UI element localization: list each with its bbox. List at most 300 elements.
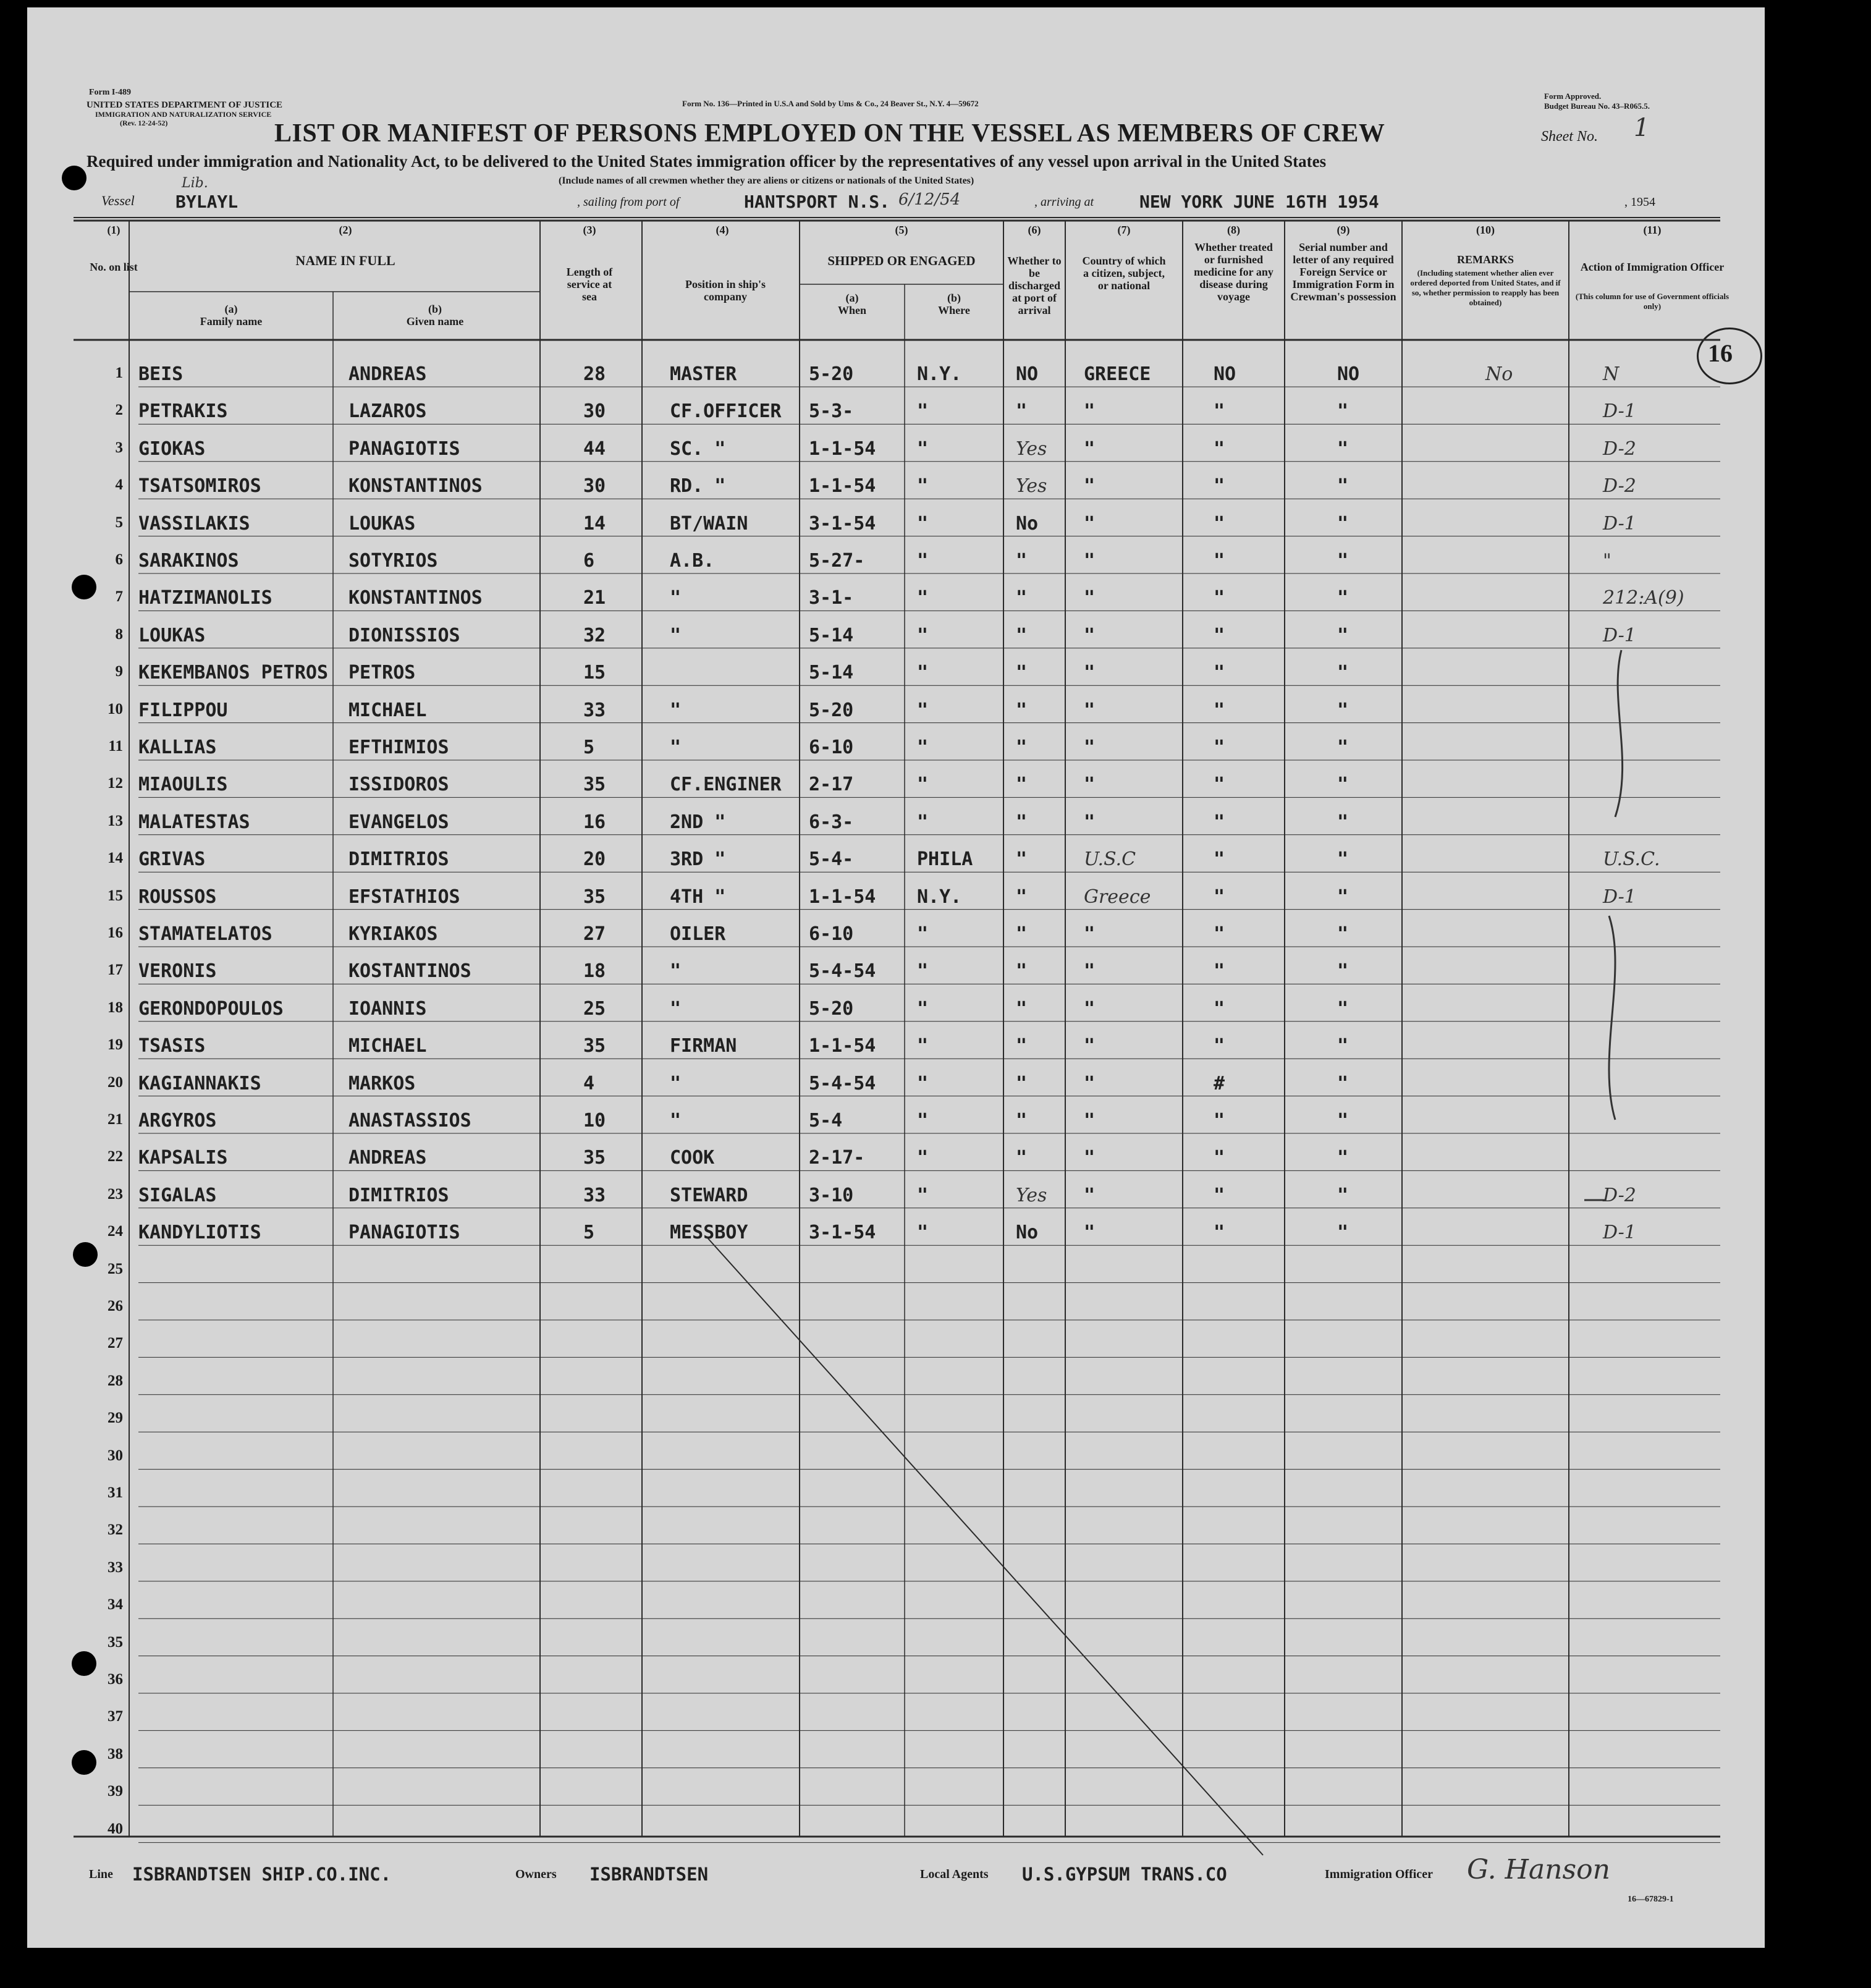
cell-discharge: " (1016, 587, 1028, 609)
cell-treated: " (1214, 1035, 1225, 1057)
cell-discharge: " (1016, 737, 1028, 758)
row-number: 10 (108, 700, 123, 717)
cell-position: OILER (670, 923, 726, 945)
binder-hole (62, 166, 87, 190)
cell-position: CF.OFFICER (670, 400, 782, 423)
col5-header: SHIPPED OR ENGAGED (827, 253, 976, 268)
cell-remarks: No (1485, 363, 1513, 385)
cell-shipped-when: 1-1-54 (809, 438, 876, 460)
cell-discharge: Yes (1016, 1184, 1047, 1206)
cell-given-name: ISSIDOROS (348, 774, 449, 796)
cell-position: MESSBOY (670, 1222, 748, 1244)
cell-country: " (1084, 550, 1096, 572)
cell-position: 2ND " (670, 811, 726, 833)
cell-service-years: 35 (583, 1035, 606, 1057)
col5-number: (5) (895, 224, 908, 236)
cell-serial: " (1337, 1222, 1349, 1244)
cell-country: " (1084, 512, 1096, 535)
col4-header: Position in ship's company (685, 278, 766, 303)
cell-shipped-where: " (917, 438, 929, 460)
manifest-sheet (27, 7, 1765, 1948)
cell-shipped-when: 6-3- (809, 811, 854, 833)
cell-given-name: ANASTASSIOS (348, 1110, 471, 1131)
cell-position: 4TH " (670, 886, 726, 908)
form-revision: (Rev. 12-24-52) (120, 119, 168, 127)
cell-shipped-where: " (917, 1147, 929, 1169)
cell-shipped-where: " (917, 1110, 929, 1131)
cell-discharge: " (1016, 1110, 1028, 1131)
col5a-number: (a) (845, 292, 859, 304)
cell-service-years: 6 (583, 550, 595, 572)
form-note: (Include names of all crewmen whether they are aliens or citizens or nationals of the United States) (559, 176, 974, 186)
cell-country: " (1084, 960, 1096, 983)
cell-treated: " (1214, 923, 1225, 945)
cell-position: MASTER (670, 363, 737, 385)
cell-discharge: " (1016, 1147, 1028, 1169)
cell-given-name: DIONISSIOS (348, 624, 460, 646)
cell-country: " (1084, 1072, 1096, 1094)
cell-action: D-2 (1603, 1184, 1636, 1206)
cell-shipped-when: 1-1-54 (809, 886, 876, 908)
table-grid (27, 7, 1765, 1948)
cell-serial: " (1337, 662, 1349, 684)
cell-country: " (1084, 475, 1096, 497)
row-number: 37 (108, 1708, 123, 1725)
cell-family-name: MALATESTAS (138, 811, 250, 833)
cell-shipped-when: 3-1- (809, 587, 854, 609)
cell-shipped-when: 6-10 (809, 737, 854, 758)
sheet-number: 1 (1634, 114, 1650, 142)
cell-family-name: KAPSALIS (138, 1147, 228, 1169)
cell-shipped-when: 5-20 (809, 363, 854, 385)
owners-value: ISBRANDTSEN (589, 1864, 709, 1885)
line-value: ISBRANDTSEN SHIP.CO.INC. (132, 1864, 392, 1885)
cell-shipped-when: 5-27- (809, 550, 865, 572)
cell-position: " (670, 960, 682, 983)
cell-action: D-2 (1603, 475, 1636, 497)
agents-label: Local Agents (920, 1867, 989, 1881)
cell-position: " (670, 699, 682, 721)
cell-given-name: MICHAEL (348, 699, 427, 721)
cell-action: D-1 (1603, 1222, 1636, 1244)
cell-shipped-where: " (917, 699, 929, 721)
cell-service-years: 33 (583, 699, 606, 721)
cell-country: " (1084, 662, 1096, 684)
cell-action: D-1 (1603, 624, 1636, 646)
form-number: Form I-489 (89, 88, 132, 97)
cell-position: SC. " (670, 438, 726, 460)
cell-service-years: 21 (583, 587, 606, 609)
cell-shipped-where: " (917, 512, 929, 535)
cell-serial: " (1337, 1110, 1349, 1131)
col7-header: Country of which a citizen, subject, or national (1082, 255, 1166, 292)
col9-header: Serial number and letter of any required Foreign Service or Immigration Form in Crewman's possession (1290, 241, 1396, 303)
cell-shipped-when: 5-20 (809, 699, 854, 721)
vessel-label: Vessel (101, 193, 135, 208)
row-number: 14 (108, 850, 123, 867)
cell-given-name: PETROS (348, 662, 416, 684)
cell-treated: " (1214, 1184, 1225, 1206)
row-number: 20 (108, 1073, 123, 1091)
cell-family-name: VASSILAKIS (138, 512, 250, 535)
cell-country: " (1084, 997, 1096, 1020)
cell-family-name: GIOKAS (138, 438, 206, 460)
cell-shipped-when: 1-1-54 (809, 475, 876, 497)
row-number: 4 (115, 476, 123, 494)
cell-given-name: IOANNIS (348, 997, 427, 1020)
cell-shipped-where: " (917, 960, 929, 983)
cell-given-name: PANAGIOTIS (348, 1222, 460, 1244)
cell-service-years: 20 (583, 848, 606, 871)
cell-shipped-where: PHILA (917, 848, 973, 871)
row-number: 22 (108, 1148, 123, 1165)
cell-treated: " (1214, 1222, 1225, 1244)
cell-discharge: " (1016, 960, 1028, 983)
col10-number: (10) (1476, 224, 1495, 236)
cell-service-years: 18 (583, 960, 606, 983)
arrival-port-date: NEW YORK JUNE 16TH 1954 (1139, 192, 1379, 212)
cell-treated: " (1214, 848, 1225, 871)
row-number: 40 (108, 1820, 123, 1837)
cell-position: " (670, 1110, 682, 1131)
cell-treated: " (1214, 886, 1225, 908)
cell-shipped-when: 5-4 (809, 1110, 843, 1131)
row-number: 9 (115, 663, 123, 680)
row-number: 15 (108, 887, 123, 904)
sheet-label: Sheet No. (1541, 129, 1598, 145)
cell-family-name: TSATSOMIROS (138, 475, 261, 497)
cell-service-years: 27 (583, 923, 606, 945)
service-name: IMMIGRATION AND NATURALIZATION SERVICE (95, 110, 272, 119)
cell-shipped-where: " (917, 400, 929, 423)
cell-discharge: " (1016, 774, 1028, 796)
cell-action: 212:A(9) (1603, 587, 1684, 609)
cell-country: " (1084, 1110, 1096, 1131)
cell-position: " (670, 624, 682, 646)
cell-position: A.B. (670, 550, 715, 572)
owners-label: Owners (515, 1867, 557, 1881)
row-number: 29 (108, 1410, 123, 1427)
cell-service-years: 5 (583, 737, 595, 758)
cell-position: COOK (670, 1147, 715, 1169)
cell-service-years: 4 (583, 1072, 595, 1094)
col9-number: (9) (1337, 224, 1350, 236)
cell-given-name: EFSTATHIOS (348, 886, 460, 908)
binder-hole (72, 1651, 96, 1676)
cell-serial: " (1337, 475, 1349, 497)
cell-shipped-when: 3-1-54 (809, 1222, 876, 1244)
cell-serial: " (1337, 1035, 1349, 1057)
cell-given-name: EFTHIMIOS (348, 737, 449, 758)
col2b-number: (b) (428, 303, 442, 315)
cell-family-name: SARAKINOS (138, 550, 239, 572)
binder-hole (72, 1750, 96, 1775)
cell-family-name: GERONDOPOULOS (138, 997, 284, 1020)
col5a-header: When (837, 304, 866, 316)
row-number: 27 (108, 1335, 123, 1352)
cell-shipped-where: N.Y. (917, 886, 962, 908)
cell-discharge: NO (1016, 363, 1039, 385)
cell-shipped-where: " (917, 1072, 929, 1094)
binder-hole (73, 1242, 98, 1267)
cell-service-years: 15 (583, 662, 606, 684)
cell-family-name: PETRAKIS (138, 400, 228, 423)
cell-treated: " (1214, 811, 1225, 833)
budget-bureau: Budget Bureau No. 43–R065.5. (1544, 101, 1650, 111)
row-number: 13 (108, 812, 123, 829)
cell-given-name: MICHAEL (348, 1035, 427, 1057)
cell-service-years: 25 (583, 997, 606, 1020)
cell-family-name: MIAOULIS (138, 774, 228, 796)
cell-treated: " (1214, 624, 1225, 646)
cell-shipped-where: " (917, 475, 929, 497)
handwritten-mark (1615, 650, 1623, 817)
cell-country: " (1084, 1184, 1096, 1206)
vessel-name: BYLAYL (175, 192, 239, 212)
cell-treated: " (1214, 960, 1225, 983)
cell-given-name: EVANGELOS (348, 811, 449, 833)
col6-header: Whether to be discharged at port of arrival (1007, 255, 1062, 316)
col11-note: (This column for use of Government officials only) (1575, 292, 1730, 311)
cell-country: " (1084, 400, 1096, 423)
cell-service-years: 33 (583, 1184, 606, 1206)
row-number: 24 (108, 1223, 123, 1240)
cell-treated: " (1214, 1147, 1225, 1169)
cell-shipped-when: 2-17 (809, 774, 854, 796)
cell-serial: " (1337, 737, 1349, 758)
cell-service-years: 30 (583, 400, 606, 423)
cell-position: BT/WAIN (670, 512, 748, 535)
row-number: 23 (108, 1185, 123, 1203)
col8-header: Whether treated or furnished medicine for any disease during voyage (1194, 241, 1273, 303)
row-number: 38 (108, 1745, 123, 1762)
cell-country: U.S.C (1084, 848, 1136, 871)
col2b-header: Given name (406, 315, 464, 328)
cell-position: FIRMAN (670, 1035, 737, 1057)
row-number: 31 (108, 1484, 123, 1501)
col5b-header: Where (938, 304, 970, 316)
cell-discharge: " (1016, 550, 1028, 572)
cell-position: CF.ENGINER (670, 774, 782, 796)
cell-family-name: GRIVAS (138, 848, 206, 871)
cell-treated: " (1214, 997, 1225, 1020)
cell-treated: " (1214, 1110, 1225, 1131)
cell-given-name: MARKOS (348, 1072, 416, 1094)
col4-number: (4) (716, 224, 729, 236)
cell-discharge: " (1016, 400, 1028, 423)
cell-serial: " (1337, 512, 1349, 535)
row-number: 3 (115, 439, 123, 456)
cell-service-years: 35 (583, 886, 606, 908)
cell-shipped-when: 1-1-54 (809, 1035, 876, 1057)
cell-position: RD. " (670, 475, 726, 497)
col2a-number: (a) (224, 303, 238, 315)
cell-treated: " (1214, 587, 1225, 609)
sailing-label: , sailing from port of (577, 195, 680, 209)
cell-treated: " (1214, 737, 1225, 758)
cell-treated: " (1214, 550, 1225, 572)
col11-number: (11) (1643, 224, 1662, 236)
cell-treated: " (1214, 662, 1225, 684)
row-number: 18 (108, 999, 123, 1016)
cell-position: 3RD " (670, 848, 726, 871)
row-number: 33 (108, 1559, 123, 1576)
cell-treated: " (1214, 438, 1225, 460)
cell-treated: " (1214, 512, 1225, 535)
stamp-number: 16 (1708, 339, 1733, 367)
row-number: 8 (115, 625, 123, 643)
cell-action: D-2 (1603, 438, 1636, 460)
cell-serial: " (1337, 400, 1349, 423)
cell-given-name: DIMITRIOS (348, 848, 449, 871)
cell-serial: " (1337, 886, 1349, 908)
cell-country: " (1084, 624, 1096, 646)
col2-number: (2) (339, 224, 352, 236)
cell-shipped-where: N.Y. (917, 363, 962, 385)
cell-service-years: 28 (583, 363, 606, 385)
row-number: 16 (108, 924, 123, 941)
row-number: 39 (108, 1783, 123, 1800)
cell-discharge: " (1016, 923, 1028, 945)
cell-given-name: PANAGIOTIS (348, 438, 460, 460)
cell-discharge: " (1016, 848, 1028, 871)
cell-shipped-where: " (917, 737, 929, 758)
row-number: 30 (108, 1447, 123, 1464)
sailing-port: HANTSPORT N.S. (744, 192, 890, 212)
cell-serial: " (1337, 1072, 1349, 1094)
cell-shipped-when: 5-4-54 (809, 1072, 876, 1094)
cell-serial: " (1337, 624, 1349, 646)
cell-serial: " (1337, 1184, 1349, 1206)
cell-serial: NO (1337, 363, 1360, 385)
cell-position: " (670, 737, 682, 758)
cell-action: N (1603, 363, 1620, 385)
cell-given-name: KONSTANTINOS (348, 587, 483, 609)
cell-shipped-when: 5-4- (809, 848, 854, 871)
cell-discharge: " (1016, 997, 1028, 1020)
col10-note: (Including statement whether alien ever ordered deported from United States, and if so, whether permission to reapply has been obtained) (1410, 268, 1561, 307)
cell-given-name: DIMITRIOS (348, 1184, 449, 1206)
cell-family-name: SIGALAS (138, 1184, 217, 1206)
cell-service-years: 16 (583, 811, 606, 833)
cell-family-name: KALLIAS (138, 737, 217, 758)
row-number: 11 (108, 738, 123, 755)
cell-serial: " (1337, 848, 1349, 871)
cell-country: " (1084, 1222, 1096, 1244)
cell-country: " (1084, 923, 1096, 945)
cell-service-years: 5 (583, 1222, 595, 1244)
cell-shipped-when: 5-4-54 (809, 960, 876, 983)
cell-shipped-when: 6-10 (809, 923, 854, 945)
cell-discharge: " (1016, 624, 1028, 646)
cell-serial: " (1337, 774, 1349, 796)
binder-hole (72, 575, 96, 599)
sailing-date: 6/12/54 (898, 190, 961, 209)
cell-serial: " (1337, 1147, 1349, 1169)
form-approved: Form Approved. (1544, 91, 1602, 101)
col6-number: (6) (1028, 224, 1041, 236)
cell-shipped-where: " (917, 997, 929, 1020)
cell-country: " (1084, 811, 1096, 833)
cell-service-years: 14 (583, 512, 606, 535)
cell-given-name: KOSTANTINOS (348, 960, 471, 983)
row-number: 1 (115, 365, 123, 381)
cell-country: " (1084, 737, 1096, 758)
cell-shipped-when: 2-17- (809, 1147, 865, 1169)
cell-shipped-where: " (917, 811, 929, 833)
cell-serial: " (1337, 587, 1349, 609)
cell-shipped-when: 5-20 (809, 997, 854, 1020)
cell-given-name: KYRIAKOS (348, 923, 438, 945)
arriving-label: , arriving at (1034, 195, 1094, 209)
cell-given-name: LOUKAS (348, 512, 416, 535)
form-code: 16—67829-1 (1628, 1895, 1674, 1904)
row-number: 34 (108, 1596, 123, 1614)
cell-shipped-when: 3-10 (809, 1184, 854, 1206)
cell-shipped-where: " (917, 662, 929, 684)
cell-family-name: ARGYROS (138, 1110, 217, 1131)
cell-serial: " (1337, 550, 1349, 572)
cell-country: GREECE (1084, 363, 1151, 385)
cell-position: " (670, 997, 682, 1020)
row-number: 6 (115, 551, 123, 568)
form-subtitle: Required under immigration and Nationality Act, to be delivered to the United States immigration officer by the representatives of any vessel upon arrival in the United States (87, 152, 1327, 171)
cell-country: " (1084, 774, 1096, 796)
cell-country: " (1084, 1035, 1096, 1057)
cell-family-name: STAMATELATOS (138, 923, 272, 945)
year-suffix: , 1954 (1624, 195, 1655, 209)
cell-shipped-where: " (917, 1035, 929, 1057)
cell-position: " (670, 587, 682, 609)
cell-service-years: 10 (583, 1110, 606, 1131)
cell-discharge: Yes (1016, 438, 1047, 460)
officer-label: Immigration Officer (1325, 1867, 1433, 1881)
cell-shipped-when: 5-14 (809, 662, 854, 684)
cell-discharge: " (1016, 662, 1028, 684)
cell-shipped-where: " (917, 774, 929, 796)
officer-signature: G. Hanson (1467, 1854, 1610, 1885)
col7-number: (7) (1117, 224, 1131, 236)
cell-family-name: ROUSSOS (138, 886, 217, 908)
cell-shipped-when: 5-3- (809, 400, 854, 423)
cell-family-name: VERONIS (138, 960, 217, 983)
row-number: 5 (115, 514, 123, 531)
cell-treated: " (1214, 475, 1225, 497)
cell-shipped-where: " (917, 587, 929, 609)
row-number: 12 (108, 775, 123, 792)
cell-family-name: HATZIMANOLIS (138, 587, 272, 609)
cell-serial: " (1337, 960, 1349, 983)
col2-header: NAME IN FULL (295, 253, 395, 268)
cell-discharge: " (1016, 811, 1028, 833)
cell-family-name: FILIPPOU (138, 699, 228, 721)
cell-discharge: Yes (1016, 475, 1047, 497)
vessel-note: Lib. (182, 176, 208, 191)
cell-given-name: SOTYRIOS (348, 550, 438, 572)
grid-line (707, 1237, 1263, 1855)
cell-serial: " (1337, 438, 1349, 460)
cell-shipped-when: 5-14 (809, 624, 854, 646)
cell-country: " (1084, 438, 1096, 460)
cell-discharge: No (1016, 1222, 1039, 1244)
col8-number: (8) (1227, 224, 1240, 236)
cell-action: U.S.C. (1603, 848, 1660, 871)
row-number: 19 (108, 1036, 123, 1054)
row-number: 21 (108, 1111, 123, 1128)
page-title: LIST OR MANIFEST OF PERSONS EMPLOYED ON THE VESSEL AS MEMBERS OF CREW (274, 119, 1385, 148)
cell-discharge: " (1016, 1035, 1028, 1057)
cell-family-name: KAGIANNAKIS (138, 1072, 261, 1094)
